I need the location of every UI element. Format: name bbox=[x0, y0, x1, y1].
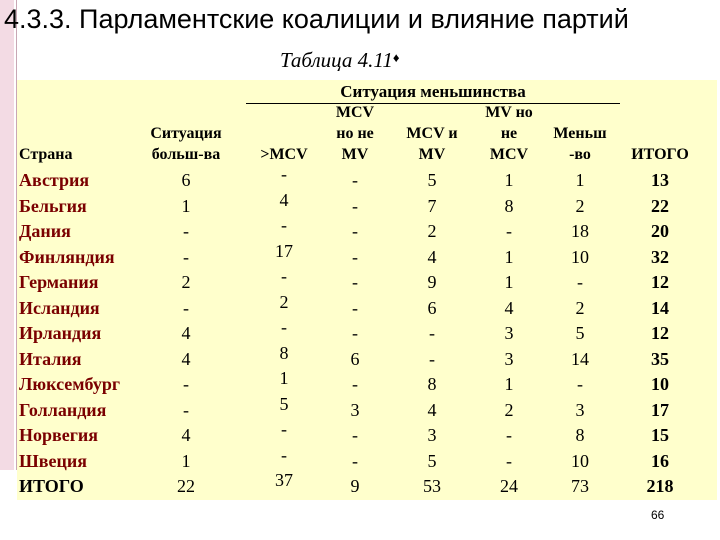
cell-gt_mcv: - bbox=[281, 444, 287, 465]
cell-mcv_and_mv: - bbox=[429, 348, 435, 369]
decorative-side-bar bbox=[0, 0, 14, 470]
cell-total: 14 bbox=[651, 297, 669, 318]
cell-minority: 73 bbox=[571, 476, 589, 496]
cell-mcv_not_mv: - bbox=[352, 323, 358, 343]
cell-minority: 3 bbox=[575, 399, 585, 420]
cell-total: 22 bbox=[651, 195, 669, 216]
column-header-majority-line-2: Ситуация bbox=[150, 125, 222, 142]
cell-mv_not_mcv: 1 bbox=[504, 374, 514, 394]
cell-majority: - bbox=[183, 221, 189, 241]
column-header-mcv_and_mv-line-3: MV bbox=[418, 146, 446, 163]
cell-gt_mcv: 17 bbox=[275, 240, 293, 261]
cell-mv_not_mcv: 1 bbox=[504, 246, 514, 267]
cell-majority: 22 bbox=[177, 476, 195, 496]
country-name: Люксембург bbox=[19, 374, 121, 394]
cell-minority: 14 bbox=[571, 348, 589, 369]
cell-total: 35 bbox=[651, 348, 669, 369]
cell-total: 12 bbox=[651, 272, 669, 292]
cell-gt_mcv: - bbox=[281, 266, 287, 286]
cell-minority: 10 bbox=[571, 450, 589, 471]
cell-total: 20 bbox=[651, 221, 669, 241]
column-header-country-line-3: Страна bbox=[19, 146, 73, 163]
cell-minority: 1 bbox=[575, 170, 585, 190]
column-header-mcv_and_mv-line-2: MCV и bbox=[406, 125, 458, 142]
cell-majority: 2 bbox=[181, 272, 191, 292]
cell-majority: 4 bbox=[181, 348, 191, 369]
cell-mcv_and_mv: 5 bbox=[427, 170, 437, 190]
cell-minority: - bbox=[577, 374, 583, 394]
cell-mv_not_mcv: 1 bbox=[504, 170, 514, 190]
cell-gt_mcv: - bbox=[281, 215, 287, 235]
cell-gt_mcv: - bbox=[281, 317, 287, 337]
cell-gt_mcv: - bbox=[281, 164, 287, 184]
column-header-mv_not_mcv-line-3: MCV bbox=[489, 146, 529, 163]
cell-mcv_and_mv: 8 bbox=[427, 374, 437, 394]
cell-mcv_and_mv: - bbox=[429, 323, 435, 343]
cell-mcv_and_mv: 3 bbox=[427, 425, 437, 445]
cell-mcv_and_mv: 5 bbox=[427, 450, 437, 471]
column-header-mcv_not_mv-line-2: но не bbox=[336, 125, 374, 142]
country-name: Австрия bbox=[19, 170, 90, 190]
country-name: Германия bbox=[19, 272, 99, 292]
column-header-minority-line-2: Меньш bbox=[553, 125, 607, 142]
cell-mcv_not_mv: 6 bbox=[350, 348, 360, 369]
cell-mcv_not_mv: - bbox=[352, 450, 358, 471]
cell-total: 10 bbox=[651, 374, 669, 394]
minority-group-header: Ситуация меньшинства bbox=[246, 82, 620, 104]
cell-minority: 2 bbox=[575, 297, 585, 318]
cell-mcv_and_mv: 7 bbox=[427, 195, 437, 216]
cell-gt_mcv: 2 bbox=[279, 291, 289, 312]
cell-majority: 4 bbox=[181, 425, 191, 445]
cell-majority: - bbox=[183, 399, 189, 420]
cell-gt_mcv: - bbox=[281, 419, 287, 439]
country-name: Ирландия bbox=[19, 323, 102, 343]
cell-mv_not_mcv: 24 bbox=[500, 476, 518, 496]
table-caption bbox=[280, 48, 480, 72]
cell-minority: 2 bbox=[575, 195, 585, 216]
cell-total: 15 bbox=[651, 425, 669, 445]
cell-mcv_and_mv: 6 bbox=[427, 297, 437, 318]
cell-mv_not_mcv: 3 bbox=[504, 323, 514, 343]
cell-minority: - bbox=[577, 272, 583, 292]
column-header-gt_mcv-line-3: >MCV bbox=[260, 146, 308, 163]
cell-gt_mcv: 4 bbox=[279, 189, 289, 210]
country-name: Норвегия bbox=[19, 425, 99, 445]
cell-gt_mcv: 5 bbox=[279, 393, 289, 414]
cell-mcv_and_mv: 53 bbox=[423, 476, 441, 496]
column-header-mv_not_mcv-line-2: не bbox=[500, 125, 518, 142]
cell-mcv_and_mv: 9 bbox=[427, 272, 437, 292]
cell-mv_not_mcv: 8 bbox=[504, 195, 514, 216]
cell-mcv_not_mv: 9 bbox=[350, 476, 360, 496]
country-name: Исландия bbox=[19, 297, 100, 318]
column-header-mcv_not_mv-line-1: MCV bbox=[335, 104, 375, 121]
column-header-majority-line-3: больш-ва bbox=[151, 146, 221, 163]
cell-mcv_not_mv: - bbox=[352, 374, 358, 394]
column-header-total-line-3: ИТОГО bbox=[631, 146, 689, 163]
diamond-icon: ♦ bbox=[392, 50, 400, 65]
country-name: Голландия bbox=[19, 399, 107, 420]
country-name: Финляндия bbox=[19, 246, 115, 267]
cell-mv_not_mcv: 2 bbox=[504, 399, 514, 420]
cell-mcv_not_mv: - bbox=[352, 195, 358, 216]
cell-majority: 4 bbox=[181, 323, 191, 343]
cell-mcv_not_mv: - bbox=[352, 246, 358, 267]
cell-mv_not_mcv: 4 bbox=[504, 297, 514, 318]
country-name: Бельгия bbox=[19, 195, 87, 216]
cell-majority: 1 bbox=[181, 450, 191, 471]
cell-gt_mcv: 8 bbox=[279, 342, 289, 363]
cell-mv_not_mcv: 1 bbox=[504, 272, 514, 292]
column-header-minority-line-3: -во bbox=[569, 146, 591, 163]
column-header-mv_not_mcv-line-1: MV но bbox=[485, 104, 533, 121]
cell-mv_not_mcv: - bbox=[506, 450, 512, 471]
cell-mv_not_mcv: - bbox=[506, 221, 512, 241]
cell-mcv_not_mv: - bbox=[352, 272, 358, 292]
cell-total: 12 bbox=[651, 323, 669, 343]
cell-mv_not_mcv: 3 bbox=[504, 348, 514, 369]
cell-minority: 10 bbox=[571, 246, 589, 267]
cell-total: 17 bbox=[651, 399, 669, 420]
cell-minority: 18 bbox=[571, 221, 589, 241]
country-name: Дания bbox=[19, 221, 71, 241]
cell-mcv_not_mv: - bbox=[352, 425, 358, 445]
total-label: ИТОГО bbox=[19, 476, 84, 496]
cell-mv_not_mcv: - bbox=[506, 425, 512, 445]
cell-mcv_not_mv: - bbox=[352, 297, 358, 318]
page-number: 66 bbox=[651, 508, 665, 522]
slide-title: 4.3.3. Парламентские коалиции и влияние партий bbox=[4, 4, 629, 34]
cell-gt_mcv: 1 bbox=[279, 368, 289, 388]
cell-total: 32 bbox=[651, 246, 669, 267]
cell-total: 13 bbox=[651, 170, 669, 190]
cell-total: 16 bbox=[651, 450, 669, 471]
cell-mcv_and_mv: 2 bbox=[427, 221, 437, 241]
cell-mcv_not_mv: 3 bbox=[350, 399, 360, 420]
cell-majority: 6 bbox=[181, 170, 191, 190]
cell-gt_mcv: 37 bbox=[275, 470, 293, 490]
cell-majority: 1 bbox=[181, 195, 191, 216]
column-header-mcv_not_mv-line-3: MV bbox=[341, 146, 369, 163]
cell-majority: - bbox=[183, 374, 189, 394]
cell-majority: - bbox=[183, 246, 189, 267]
cell-minority: 8 bbox=[575, 425, 585, 445]
cell-total: 218 bbox=[646, 476, 674, 496]
cell-mcv_not_mv: - bbox=[352, 221, 358, 241]
country-name: Италия bbox=[19, 348, 82, 369]
cell-mcv_and_mv: 4 bbox=[427, 399, 437, 420]
cell-mcv_not_mv: - bbox=[352, 170, 358, 190]
cell-minority: 5 bbox=[575, 323, 585, 343]
table-caption-text: Таблица 4.11 bbox=[280, 48, 393, 72]
cell-majority: - bbox=[183, 297, 189, 318]
country-name: Швеция bbox=[19, 450, 87, 471]
cell-mcv_and_mv: 4 bbox=[427, 246, 437, 267]
